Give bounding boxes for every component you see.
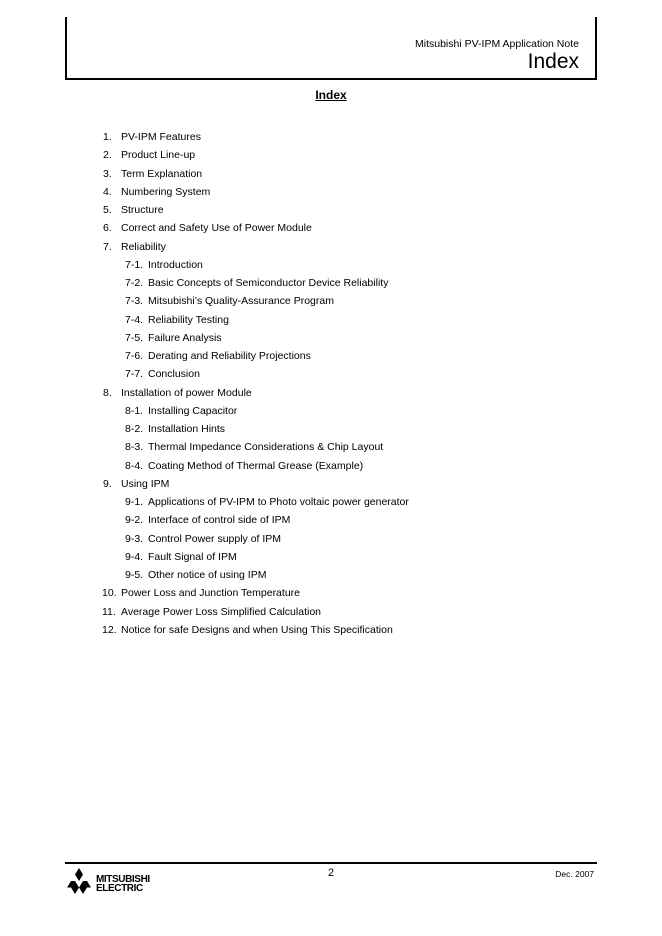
footer-divider	[65, 862, 597, 864]
toc-subentry	[125, 440, 383, 454]
toc-subentry	[125, 459, 363, 473]
toc-subentry	[125, 367, 200, 381]
toc-entry	[103, 167, 202, 181]
toc-title: Conclusion	[148, 368, 200, 381]
toc-number: 9-2.	[125, 514, 144, 527]
toc-entry	[103, 185, 210, 199]
toc-number: 7-5.	[125, 331, 144, 344]
toc-title: Control Power supply of IPM	[148, 532, 282, 545]
toc-number: 7-1.	[125, 258, 144, 271]
toc-title: Applications of PV-IPM to Photo voltaic power generator	[148, 496, 409, 508]
document-title: Index	[527, 50, 579, 73]
logo-line-2: ELECTRIC	[96, 883, 143, 894]
toc-title: Basic Concepts of Semiconductor Device Reliability	[148, 277, 389, 289]
toc-number: 8.	[103, 386, 112, 399]
toc-title: Reliability Testing	[148, 313, 229, 326]
toc-number: 9-1.	[125, 496, 144, 508]
toc-subentry	[125, 568, 266, 582]
toc-number: 9.	[103, 477, 112, 490]
toc-number: 7-7.	[125, 368, 144, 381]
toc-entry	[103, 221, 312, 235]
index-heading: Index	[315, 88, 347, 102]
toc-entry	[103, 203, 164, 217]
toc-number: 3.	[103, 167, 112, 180]
toc-entry	[103, 386, 252, 400]
toc-title: Thermal Impedance Considerations & Chip Layout	[148, 441, 384, 454]
toc-title: Product Line-up	[121, 149, 196, 162]
toc-subentry	[125, 422, 225, 436]
toc-title: Numbering System	[121, 185, 211, 198]
header-frame-left	[65, 17, 67, 80]
toc-title: Installation of power Module	[121, 386, 252, 399]
toc-title: Fault Signal of IPM	[148, 550, 237, 563]
toc-title: Derating and Reliability Projections	[148, 350, 311, 362]
toc-number: 7-3.	[125, 295, 144, 308]
toc-title: Correct and Safety Use of Power Module	[121, 222, 312, 235]
toc-title: PV-IPM Features	[121, 131, 201, 143]
toc-title: Introduction	[148, 258, 203, 271]
toc-subentry	[125, 404, 237, 418]
toc-subentry	[125, 331, 222, 345]
toc-subentry	[125, 550, 237, 564]
toc-entry	[102, 605, 321, 619]
toc-title: Interface of control side of IPM	[148, 514, 291, 527]
toc-number: 7-2.	[125, 277, 144, 289]
toc-number: 8-3.	[125, 441, 144, 454]
toc-number: 1.	[103, 131, 112, 143]
toc-subentry	[125, 513, 290, 527]
toc-number: 10.	[102, 587, 117, 600]
toc-number: 12.	[102, 623, 117, 636]
header-frame-right	[595, 17, 597, 80]
toc-subentry	[125, 294, 334, 308]
toc-title: Structure	[121, 204, 164, 216]
toc-subentry	[125, 532, 281, 546]
toc-entry	[103, 240, 166, 254]
toc-title: Failure Analysis	[148, 331, 222, 344]
toc-title: Other notice of using IPM	[148, 569, 267, 581]
toc-title: Mitsubishi’s Quality-Assurance Program	[148, 295, 334, 308]
toc-number: 4.	[103, 185, 112, 198]
logo-line-1: MITSUBISHI	[96, 874, 150, 885]
toc-title: Power Loss and Junction Temperature	[121, 587, 300, 600]
toc-number: 2.	[103, 149, 112, 162]
toc-subentry	[125, 258, 203, 272]
toc-entry	[103, 130, 201, 144]
toc-title: Installation Hints	[148, 423, 226, 435]
toc-entry	[102, 623, 393, 637]
toc-title: Term Explanation	[121, 167, 203, 180]
toc-entry	[103, 477, 169, 491]
toc-subentry	[125, 276, 388, 290]
toc-number: 7-4.	[125, 313, 144, 326]
toc-title: Reliability	[121, 240, 166, 253]
toc-subentry	[125, 313, 229, 327]
toc-number: 9-5.	[125, 569, 144, 581]
toc-title: Coating Method of Thermal Grease (Example)	[148, 459, 364, 472]
toc-title: Average Power Loss Simplified Calculation	[121, 605, 321, 618]
toc-number: 5.	[103, 204, 112, 216]
header-subtitle: Mitsubishi PV-IPM Application Note	[415, 38, 579, 50]
toc-number: 8-1.	[125, 404, 144, 417]
toc-entry	[103, 148, 195, 162]
footer-date: Dec. 2007	[555, 869, 594, 879]
toc-number: 8-4.	[125, 459, 144, 472]
toc-number: 11.	[102, 605, 116, 618]
header-frame-bottom	[65, 78, 597, 80]
toc-number: 6.	[103, 222, 112, 235]
toc-title: Notice for safe Designs and when Using This Specification	[121, 623, 393, 636]
toc-number: 8-2.	[125, 423, 144, 435]
toc-subentry	[125, 495, 409, 509]
toc-title: Using IPM	[121, 477, 170, 490]
toc-number: 7.	[103, 240, 112, 253]
toc-number: 7-6.	[125, 350, 144, 362]
toc-title: Installing Capacitor	[148, 404, 238, 417]
page-number: 2	[327, 867, 335, 879]
toc-subentry	[125, 349, 311, 363]
toc-number: 9-4.	[125, 550, 144, 563]
toc-entry	[102, 586, 300, 600]
toc-number: 9-3.	[125, 532, 144, 545]
